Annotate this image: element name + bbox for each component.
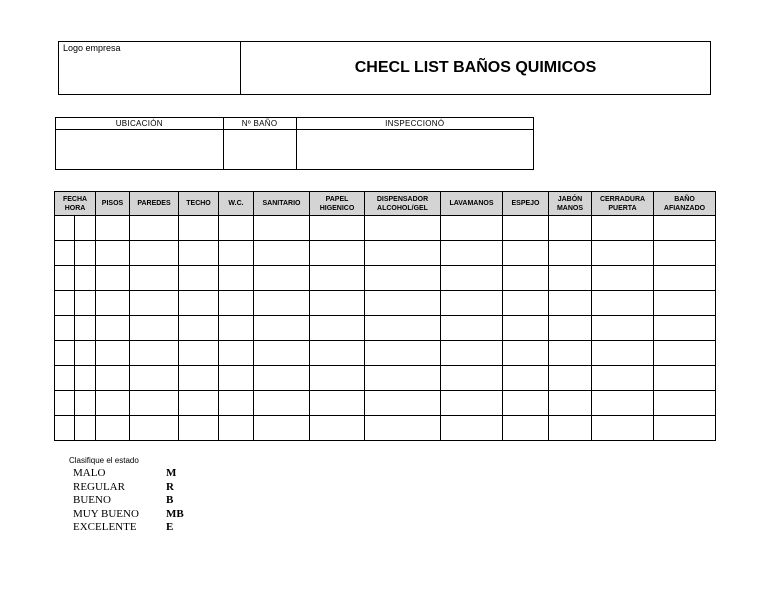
table-cell[interactable]: [592, 341, 654, 366]
table-cell[interactable]: [592, 216, 654, 241]
table-cell[interactable]: [549, 241, 592, 266]
status-legend: [69, 455, 184, 535]
header-box: [58, 41, 711, 95]
column-header: ESPEJO: [503, 192, 549, 216]
legend-label: REGULAR: [73, 480, 125, 493]
table-cell[interactable]: [254, 366, 310, 391]
page-title: CHECL LIST BAÑOS QUIMICOS: [354, 59, 597, 76]
legend-item: [69, 481, 184, 495]
table-cell[interactable]: [441, 316, 503, 341]
table-cell[interactable]: [441, 266, 503, 291]
table-cell[interactable]: [55, 241, 75, 266]
legend-label: BUENO: [73, 494, 111, 506]
table-cell[interactable]: [365, 241, 441, 266]
table-cell[interactable]: [96, 366, 130, 391]
table-row: [55, 216, 716, 241]
table-cell[interactable]: [254, 216, 310, 241]
table-cell[interactable]: [654, 216, 716, 241]
table-cell[interactable]: [365, 266, 441, 291]
table-cell[interactable]: [179, 341, 219, 366]
table-cell[interactable]: [55, 266, 75, 291]
table-cell[interactable]: [592, 291, 654, 316]
table-cell[interactable]: [365, 291, 441, 316]
column-header: JABÓN MANOS: [549, 192, 592, 216]
table-cell[interactable]: [75, 266, 96, 291]
table-cell[interactable]: [592, 266, 654, 291]
table-cell[interactable]: [441, 216, 503, 241]
table-cell[interactable]: [503, 366, 549, 391]
inspector-field[interactable]: [296, 130, 534, 170]
checklist-body: [55, 216, 716, 441]
table-cell[interactable]: [96, 216, 130, 241]
table-cell[interactable]: [179, 416, 219, 441]
column-header: PISOS: [96, 192, 130, 216]
table-cell[interactable]: [549, 416, 592, 441]
table-cell[interactable]: [96, 341, 130, 366]
table-cell[interactable]: [96, 241, 130, 266]
table-cell[interactable]: [130, 366, 179, 391]
table-cell[interactable]: [254, 241, 310, 266]
table-cell[interactable]: [55, 366, 75, 391]
legend-item: [69, 508, 184, 522]
table-cell[interactable]: [130, 266, 179, 291]
table-cell[interactable]: [310, 366, 365, 391]
table-cell[interactable]: [219, 366, 254, 391]
table-cell[interactable]: [310, 341, 365, 366]
table-cell[interactable]: [503, 216, 549, 241]
table-cell[interactable]: [55, 391, 75, 416]
column-header: CERRADURA PUERTA: [592, 192, 654, 216]
table-cell[interactable]: [592, 366, 654, 391]
table-cell[interactable]: [503, 291, 549, 316]
table-row: [55, 316, 716, 341]
table-cell[interactable]: [75, 216, 96, 241]
table-cell[interactable]: [96, 416, 130, 441]
table-cell[interactable]: [549, 291, 592, 316]
table-cell[interactable]: [130, 241, 179, 266]
column-header: PAREDES: [130, 192, 179, 216]
table-row: [55, 341, 716, 366]
column-header: SANITARIO: [254, 192, 310, 216]
table-cell[interactable]: [654, 341, 716, 366]
table-cell[interactable]: [365, 316, 441, 341]
table-cell[interactable]: [310, 416, 365, 441]
legend-item: [69, 467, 184, 481]
table-cell[interactable]: [549, 266, 592, 291]
legend-title: Clasifique el estado: [69, 456, 139, 465]
table-cell[interactable]: [75, 416, 96, 441]
table-cell[interactable]: [654, 266, 716, 291]
legend-code: MB: [166, 507, 184, 520]
table-cell[interactable]: [654, 241, 716, 266]
table-cell[interactable]: [503, 341, 549, 366]
table-cell[interactable]: [654, 416, 716, 441]
logo-label: Logo empresa: [63, 43, 121, 53]
table-cell[interactable]: [179, 366, 219, 391]
table-row: [55, 366, 716, 391]
table-cell[interactable]: [441, 341, 503, 366]
legend-code: M: [166, 467, 177, 479]
table-cell[interactable]: [179, 241, 219, 266]
table-cell[interactable]: [441, 366, 503, 391]
table-cell[interactable]: [365, 366, 441, 391]
legend-label: MALO: [73, 467, 106, 479]
table-cell[interactable]: [75, 341, 96, 366]
table-cell[interactable]: [503, 266, 549, 291]
table-cell[interactable]: [130, 416, 179, 441]
table-cell[interactable]: [55, 341, 75, 366]
table-cell[interactable]: [96, 391, 130, 416]
table-cell[interactable]: [130, 291, 179, 316]
table-cell[interactable]: [254, 341, 310, 366]
table-row: [55, 266, 716, 291]
table-cell[interactable]: [503, 391, 549, 416]
info-table: [55, 117, 534, 170]
table-cell[interactable]: [219, 291, 254, 316]
table-cell[interactable]: [365, 391, 441, 416]
column-header: W.C.: [219, 192, 254, 216]
bath-number-field[interactable]: [223, 130, 296, 170]
column-header: TECHO: [179, 192, 219, 216]
table-cell[interactable]: [310, 216, 365, 241]
legend-code: E: [166, 521, 174, 533]
bath-number-header: Nº BAÑO: [223, 118, 296, 130]
table-cell[interactable]: [55, 291, 75, 316]
legend-item: [69, 521, 184, 535]
table-cell[interactable]: [654, 366, 716, 391]
table-cell[interactable]: [219, 391, 254, 416]
table-cell[interactable]: [254, 291, 310, 316]
checklist-header-row: [55, 192, 716, 216]
table-cell[interactable]: [75, 241, 96, 266]
table-cell[interactable]: [441, 391, 503, 416]
table-cell[interactable]: [549, 341, 592, 366]
table-cell[interactable]: [441, 291, 503, 316]
column-header: BAÑO AFIANZADO: [654, 192, 716, 216]
table-row: [55, 291, 716, 316]
table-cell[interactable]: [75, 316, 96, 341]
table-cell[interactable]: [130, 391, 179, 416]
table-cell[interactable]: [503, 316, 549, 341]
column-header: DISPENSADOR ALCOHOL/GEL: [365, 192, 441, 216]
table-cell[interactable]: [219, 416, 254, 441]
table-cell[interactable]: [254, 391, 310, 416]
legend-label: MUY BUENO: [73, 507, 139, 520]
table-cell[interactable]: [441, 241, 503, 266]
table-cell[interactable]: [365, 216, 441, 241]
table-cell[interactable]: [96, 266, 130, 291]
legend-label: EXCELENTE: [73, 521, 137, 533]
table-cell[interactable]: [549, 366, 592, 391]
table-cell[interactable]: [503, 416, 549, 441]
table-cell[interactable]: [254, 316, 310, 341]
table-cell[interactable]: [96, 316, 130, 341]
table-cell[interactable]: [592, 241, 654, 266]
column-header: LAVAMANOS: [441, 192, 503, 216]
column-header: PAPEL HIGENICO: [310, 192, 365, 216]
table-cell[interactable]: [55, 316, 75, 341]
table-cell[interactable]: [75, 291, 96, 316]
table-row: [55, 391, 716, 416]
table-cell[interactable]: [179, 216, 219, 241]
table-cell[interactable]: [55, 416, 75, 441]
table-cell[interactable]: [130, 316, 179, 341]
table-cell[interactable]: [55, 216, 75, 241]
table-cell[interactable]: [219, 316, 254, 341]
table-cell[interactable]: [179, 291, 219, 316]
table-cell[interactable]: [654, 316, 716, 341]
table-cell[interactable]: [130, 341, 179, 366]
table-cell[interactable]: [254, 416, 310, 441]
table-cell[interactable]: [441, 416, 503, 441]
location-field[interactable]: [56, 130, 224, 170]
legend-code: B: [166, 494, 174, 506]
table-row: [55, 241, 716, 266]
table-cell[interactable]: [179, 266, 219, 291]
table-cell[interactable]: [592, 391, 654, 416]
table-cell[interactable]: [219, 266, 254, 291]
table-cell[interactable]: [592, 316, 654, 341]
table-cell[interactable]: [96, 291, 130, 316]
logo-placeholder: [59, 42, 241, 94]
table-cell[interactable]: [75, 391, 96, 416]
inspector-header: INSPECCIONÓ: [296, 118, 534, 130]
checklist-table: [54, 191, 716, 441]
table-row: [55, 416, 716, 441]
table-cell[interactable]: [179, 316, 219, 341]
location-header: UBICACIÓN: [56, 118, 224, 130]
column-header: FECHA HORA: [55, 192, 96, 216]
table-cell[interactable]: [219, 241, 254, 266]
table-cell[interactable]: [365, 416, 441, 441]
legend-code: R: [166, 480, 174, 493]
table-cell[interactable]: [219, 216, 254, 241]
table-cell[interactable]: [503, 241, 549, 266]
table-cell[interactable]: [219, 341, 254, 366]
table-cell[interactable]: [654, 291, 716, 316]
table-cell[interactable]: [310, 391, 365, 416]
table-cell[interactable]: [310, 266, 365, 291]
table-cell[interactable]: [75, 366, 96, 391]
table-cell[interactable]: [654, 391, 716, 416]
table-cell[interactable]: [549, 316, 592, 341]
legend-item: [69, 494, 184, 508]
table-cell[interactable]: [310, 291, 365, 316]
table-cell[interactable]: [592, 416, 654, 441]
table-cell[interactable]: [365, 341, 441, 366]
table-cell[interactable]: [549, 391, 592, 416]
table-cell[interactable]: [179, 391, 219, 416]
table-cell[interactable]: [130, 216, 179, 241]
table-cell[interactable]: [549, 216, 592, 241]
table-cell[interactable]: [310, 241, 365, 266]
table-cell[interactable]: [254, 266, 310, 291]
table-cell[interactable]: [310, 316, 365, 341]
